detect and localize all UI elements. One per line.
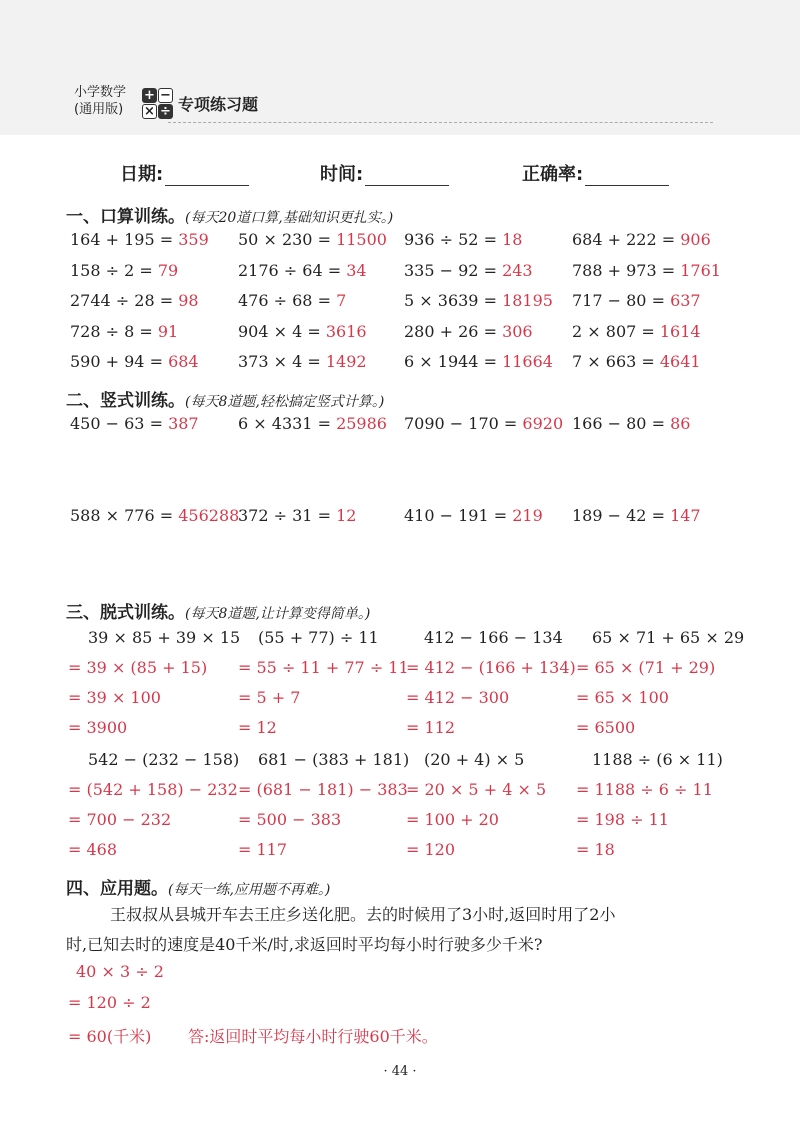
answer: 4641 xyxy=(659,352,701,371)
time-label: 时间: xyxy=(320,164,364,185)
step-problem-6-step-1: = (681 − 181) − 383 xyxy=(238,780,408,799)
question: 450 − 63 = xyxy=(70,414,169,433)
question: 788 + 973 = xyxy=(572,261,681,280)
answer: 18195 xyxy=(502,291,553,310)
answer: 1761 xyxy=(680,261,721,280)
step-problem-8-step-3: = 18 xyxy=(576,840,615,859)
oral-item-12 xyxy=(572,291,701,310)
time-blank[interactable] xyxy=(365,165,449,186)
answer: 906 xyxy=(680,230,711,249)
step-problem-1-step-3: = 3900 xyxy=(68,718,128,737)
step-problem-5: 542 − (232 − 158) xyxy=(88,750,240,769)
final-answer: 答:返回时平均每小时行驶60千米。 xyxy=(188,1027,438,1046)
step-problem-4-step-1: = 65 × (71 + 29) xyxy=(576,658,716,677)
section-3-heading xyxy=(66,598,370,623)
question: 2744 ÷ 28 = xyxy=(70,291,179,310)
answer: 7 xyxy=(336,291,347,310)
accuracy-field[interactable] xyxy=(522,160,669,186)
step-problem-3-step-1: = 412 − (166 + 134) xyxy=(406,658,576,677)
step-problem-5-step-3: = 468 xyxy=(68,840,118,859)
section-2-title: 二、竖式训练。 xyxy=(66,391,185,411)
question: 166 − 80 = xyxy=(572,414,671,433)
section-4-heading xyxy=(66,874,330,899)
question: 6 × 1944 = xyxy=(404,352,503,371)
step-problem-8-step-1: = 1188 ÷ 6 ÷ 11 xyxy=(576,780,713,799)
vertical-item-7 xyxy=(404,506,543,525)
answer: 456288 xyxy=(178,506,240,525)
answer: 684 xyxy=(168,352,199,371)
section-1-heading xyxy=(66,202,393,227)
answer: 34 xyxy=(346,261,367,280)
step-problem-2: (55 + 77) ÷ 11 xyxy=(258,628,379,647)
oral-item-5 xyxy=(70,261,178,280)
book-title: 专项练习题 xyxy=(178,95,259,114)
oral-item-19 xyxy=(404,352,553,371)
date-blank[interactable] xyxy=(165,165,249,186)
series-line-1: 小学数学 xyxy=(74,85,127,100)
answer: 359 xyxy=(178,230,209,249)
oral-item-1 xyxy=(70,230,209,249)
oral-item-20 xyxy=(572,352,701,371)
step-problem-6: 681 − (383 + 181) xyxy=(258,750,410,769)
answer: 147 xyxy=(670,506,701,525)
oral-item-17 xyxy=(70,352,199,371)
oral-item-10 xyxy=(238,291,346,310)
oral-item-8 xyxy=(572,261,721,280)
step-problem-5-step-1: = (542 + 158) − 232 xyxy=(68,780,238,799)
question: 5 × 3639 = xyxy=(404,291,503,310)
question: 6 × 4331 = xyxy=(238,414,337,433)
oral-item-16 xyxy=(572,322,701,341)
vertical-item-4 xyxy=(572,414,690,433)
vertical-item-2 xyxy=(238,414,387,433)
answer: 91 xyxy=(157,322,179,341)
question: 372 ÷ 31 = xyxy=(238,506,337,525)
accuracy-label: 正确率: xyxy=(522,164,584,185)
answer: 243 xyxy=(502,261,533,280)
oral-item-9 xyxy=(70,291,199,310)
question: 936 ÷ 52 = xyxy=(404,230,503,249)
word-problem-line-2: 时,已知去时的速度是40千米/时,求返回时平均每小时行驶多少千米? xyxy=(66,935,543,954)
answer: 637 xyxy=(670,291,701,310)
step-problem-2-step-1: = 55 ÷ 11 + 77 ÷ 11 xyxy=(238,658,409,677)
oral-item-2 xyxy=(238,230,387,249)
vertical-item-3 xyxy=(404,414,563,433)
question: 7090 − 170 = xyxy=(404,414,523,433)
page-number: · 44 · xyxy=(383,1064,417,1079)
question: 684 + 222 = xyxy=(572,230,681,249)
solution-step-1: 40 × 3 ÷ 2 xyxy=(76,962,164,981)
answer: 219 xyxy=(512,506,543,525)
solution-step-3: = 60(千米) xyxy=(68,1027,152,1046)
step-problem-7-step-1: = 20 × 5 + 4 × 5 xyxy=(406,780,547,799)
series-line-2: (通用版) xyxy=(74,102,124,117)
step-problem-7: (20 + 4) × 5 xyxy=(424,750,525,769)
oral-item-6 xyxy=(238,261,367,280)
question: 2176 ÷ 64 = xyxy=(238,261,347,280)
step-problem-7-step-3: = 120 xyxy=(406,840,456,859)
step-problem-1: 39 × 85 + 39 × 15 xyxy=(88,628,241,647)
step-problem-6-step-2: = 500 − 383 xyxy=(238,810,342,829)
question: 164 + 195 = xyxy=(70,230,179,249)
answer: 11664 xyxy=(502,352,553,371)
plus-icon: + xyxy=(142,88,157,103)
answer: 11500 xyxy=(336,230,387,249)
oral-item-18 xyxy=(238,352,367,371)
step-problem-3: 412 − 166 − 134 xyxy=(424,628,563,647)
oral-item-4 xyxy=(572,230,711,249)
step-problem-1-step-1: = 39 × (85 + 15) xyxy=(68,658,208,677)
oral-item-13 xyxy=(70,322,178,341)
date-field[interactable] xyxy=(120,160,249,186)
header-divider xyxy=(168,122,713,123)
answer: 306 xyxy=(502,322,533,341)
question: 717 − 80 = xyxy=(572,291,671,310)
step-problem-4-step-2: = 65 × 100 xyxy=(576,688,669,707)
question: 280 + 26 = xyxy=(404,322,503,341)
step-problem-1-step-2: = 39 × 100 xyxy=(68,688,161,707)
operations-icon xyxy=(142,88,174,120)
answer: 1492 xyxy=(325,352,367,371)
section-4-note: (每天一练,应用题不再难。) xyxy=(168,882,331,898)
section-1-title: 一、口算训练。 xyxy=(66,207,185,227)
vertical-item-5 xyxy=(70,506,239,525)
question: 50 × 230 = xyxy=(238,230,337,249)
oral-item-15 xyxy=(404,322,533,341)
answer: 79 xyxy=(157,261,179,280)
section-2-note: (每天8道题,轻松搞定竖式计算。) xyxy=(185,394,385,410)
date-label: 日期: xyxy=(120,164,164,185)
step-problem-8: 1188 ÷ (6 × 11) xyxy=(592,750,723,769)
solution-step-2: = 120 ÷ 2 xyxy=(68,993,151,1012)
question: 588 × 776 = xyxy=(70,506,179,525)
question: 476 ÷ 68 = xyxy=(238,291,337,310)
question: 2 × 807 = xyxy=(572,322,660,341)
oral-item-11 xyxy=(404,291,553,310)
step-problem-7-step-2: = 100 + 20 xyxy=(406,810,499,829)
question: 410 − 191 = xyxy=(404,506,513,525)
step-problem-6-step-3: = 117 xyxy=(238,840,288,859)
section-2-heading xyxy=(66,386,384,411)
step-problem-2-step-3: = 12 xyxy=(238,718,277,737)
step-problem-8-step-2: = 198 ÷ 11 xyxy=(576,810,669,829)
vertical-item-6 xyxy=(238,506,356,525)
oral-item-3 xyxy=(404,230,522,249)
answer: 98 xyxy=(178,291,199,310)
accuracy-blank[interactable] xyxy=(585,165,669,186)
answer: 18 xyxy=(502,230,523,249)
section-4-title: 四、应用题。 xyxy=(66,879,168,899)
question: 728 ÷ 8 = xyxy=(70,322,158,341)
answer: 387 xyxy=(168,414,199,433)
step-problem-4-step-3: = 6500 xyxy=(576,718,636,737)
answer: 25986 xyxy=(336,414,387,433)
oral-item-7 xyxy=(404,261,533,280)
step-problem-3-step-2: = 412 − 300 xyxy=(406,688,510,707)
step-problem-3-step-3: = 112 xyxy=(406,718,456,737)
question: 373 × 4 = xyxy=(238,352,326,371)
oral-item-14 xyxy=(238,322,367,341)
vertical-item-8 xyxy=(572,506,701,525)
question: 189 − 42 = xyxy=(572,506,671,525)
series-name xyxy=(74,84,126,118)
question: 158 ÷ 2 = xyxy=(70,261,158,280)
section-3-note: (每天8道题,让计算变得简单。) xyxy=(185,606,371,622)
answer: 3616 xyxy=(325,322,367,341)
time-field[interactable] xyxy=(320,160,449,186)
section-3-title: 三、脱式训练。 xyxy=(66,603,185,623)
section-1-note: (每天20道口算,基础知识更扎实。) xyxy=(185,210,394,226)
question: 904 × 4 = xyxy=(238,322,326,341)
answer: 1614 xyxy=(659,322,701,341)
vertical-item-1 xyxy=(70,414,199,433)
minus-icon: − xyxy=(158,88,173,103)
answer: 86 xyxy=(670,414,691,433)
step-problem-4: 65 × 71 + 65 × 29 xyxy=(592,628,745,647)
question: 7 × 663 = xyxy=(572,352,660,371)
question: 335 − 92 = xyxy=(404,261,503,280)
word-problem-line-1: 王叔叔从县城开车去王庄乡送化肥。去的时候用了3小时,返回时用了2小 xyxy=(110,905,616,924)
answer: 6920 xyxy=(522,414,564,433)
step-problem-5-step-2: = 700 − 232 xyxy=(68,810,172,829)
times-icon: × xyxy=(142,104,157,119)
step-problem-2-step-2: = 5 + 7 xyxy=(238,688,301,707)
question: 590 + 94 = xyxy=(70,352,169,371)
answer: 12 xyxy=(336,506,357,525)
divide-icon: ÷ xyxy=(158,104,173,119)
